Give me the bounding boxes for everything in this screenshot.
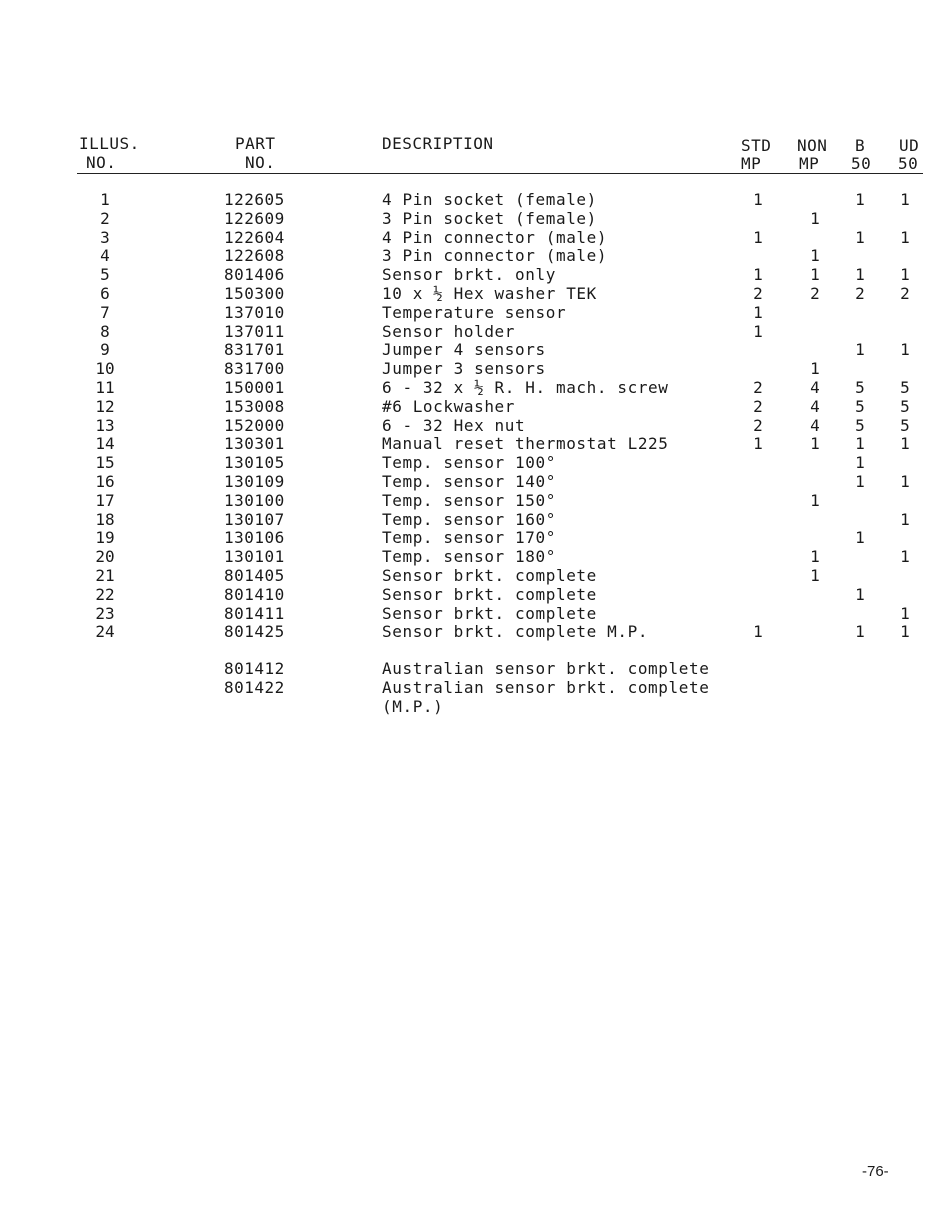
illus-no-cell: 4 [100, 246, 110, 266]
header-non-line2: MP [799, 154, 820, 173]
description-cell: Australian sensor brkt. complete [382, 659, 710, 678]
qty-non-mp-cell: 4 [810, 396, 820, 416]
description-cell: Temp. sensor 160° [382, 509, 556, 529]
description-cell: Temp. sensor 170° [382, 528, 556, 548]
qty-b50-cell: 5 [855, 396, 865, 416]
qty-ud50-cell: 5 [900, 415, 910, 435]
qty-ud50-cell: 2 [900, 283, 910, 303]
description-cell: Jumper 4 sensors [382, 340, 546, 360]
qty-std-mp-cell: 1 [753, 227, 763, 247]
table-row [0, 473, 950, 492]
qty-ud50-cell: 1 [900, 340, 910, 360]
table-row [0, 379, 950, 398]
illus-no-cell: 11 [95, 377, 115, 397]
description-cell: #6 Lockwasher [382, 396, 516, 416]
table-row [0, 360, 950, 379]
illus-no-cell: 24 [95, 622, 115, 642]
illus-no-cell: 14 [95, 434, 115, 454]
qty-non-mp-cell: 1 [810, 265, 820, 285]
part-no-cell: 153008 [224, 396, 285, 416]
illus-no-cell: 9 [100, 340, 110, 360]
part-no-cell: 150001 [224, 377, 285, 397]
table-row [0, 548, 950, 567]
table-row [0, 210, 950, 229]
table-row [0, 229, 950, 248]
illus-no-cell: 10 [95, 359, 115, 379]
additional-parts [0, 660, 950, 716]
part-no-cell: 130101 [224, 547, 285, 567]
table-row [0, 285, 950, 304]
description-cell: Temp. sensor 150° [382, 490, 556, 510]
part-no-cell: 801411 [224, 603, 285, 623]
table-row [0, 266, 950, 285]
illus-no-cell: 20 [95, 547, 115, 567]
qty-ud50-cell: 1 [900, 603, 910, 623]
table-row [0, 586, 950, 605]
qty-ud50-cell: 5 [900, 377, 910, 397]
description-cell: (M.P.) [382, 696, 444, 716]
qty-b50-cell: 1 [855, 453, 865, 473]
qty-std-mp-cell: 2 [753, 396, 763, 416]
table-row [0, 511, 950, 530]
table-row [0, 605, 950, 624]
description-cell: 4 Pin socket (female) [382, 190, 597, 209]
header-std-line1: STD [741, 136, 772, 155]
qty-non-mp-cell: 2 [810, 283, 820, 303]
qty-std-mp-cell: 1 [753, 622, 763, 642]
header-part-line2: NO. [245, 153, 276, 172]
qty-b50-cell: 1 [855, 528, 865, 548]
part-no-cell: 150300 [224, 283, 285, 303]
qty-non-mp-cell: 4 [810, 415, 820, 435]
illus-no-cell: 12 [95, 396, 115, 416]
description-cell: 6 - 32 x ½ R. H. mach. screw [382, 377, 669, 397]
part-no-cell: 137010 [224, 302, 285, 322]
table-row [0, 323, 950, 342]
qty-b50-cell: 1 [855, 340, 865, 360]
qty-b50-cell: 1 [855, 471, 865, 491]
illus-no-cell: 6 [100, 283, 110, 303]
part-no-cell: 137011 [224, 321, 285, 341]
qty-non-mp-cell: 1 [810, 434, 820, 454]
description-cell: 10 x ½ Hex washer TEK [382, 283, 597, 303]
description-cell: Temperature sensor [382, 302, 567, 322]
qty-b50-cell: 1 [855, 584, 865, 604]
qty-b50-cell: 1 [855, 227, 865, 247]
table-row [0, 341, 950, 360]
qty-std-mp-cell: 1 [753, 265, 763, 285]
description-cell: Temp. sensor 140° [382, 471, 556, 491]
description-cell: Manual reset thermostat L225 [382, 434, 669, 454]
description-cell: 3 Pin connector (male) [382, 246, 608, 266]
part-no-cell: 130106 [224, 528, 285, 548]
list-item [0, 660, 950, 679]
qty-ud50-cell: 1 [900, 265, 910, 285]
illus-no-cell: 17 [95, 490, 115, 510]
illus-no-cell: 8 [100, 321, 110, 341]
illus-no-cell: 19 [95, 528, 115, 548]
qty-ud50-cell: 1 [900, 509, 910, 529]
header-description: DESCRIPTION [382, 134, 494, 153]
part-no-cell: 801405 [224, 565, 285, 585]
part-no-cell: 130301 [224, 434, 285, 454]
qty-b50-cell: 1 [855, 622, 865, 642]
part-no-cell: 831700 [224, 359, 285, 379]
qty-ud50-cell: 1 [900, 190, 910, 209]
qty-b50-cell: 1 [855, 434, 865, 454]
description-cell: Temp. sensor 100° [382, 453, 556, 473]
qty-b50-cell: 2 [855, 283, 865, 303]
part-no-cell: 122604 [224, 227, 285, 247]
qty-non-mp-cell: 1 [810, 246, 820, 266]
description-cell: 4 Pin connector (male) [382, 227, 608, 247]
illus-no-cell: 15 [95, 453, 115, 473]
part-no-cell: 130105 [224, 453, 285, 473]
part-no-cell: 801410 [224, 584, 285, 604]
part-no-cell: 122609 [224, 208, 285, 228]
header-non-line1: NON [797, 136, 828, 155]
part-no-cell: 831701 [224, 340, 285, 360]
list-item [0, 679, 950, 698]
illus-no-cell: 23 [95, 603, 115, 623]
qty-non-mp-cell: 1 [810, 547, 820, 567]
part-no-cell: 801412 [224, 659, 285, 678]
qty-ud50-cell: 1 [900, 471, 910, 491]
illus-no-cell: 13 [95, 415, 115, 435]
table-row [0, 567, 950, 586]
qty-std-mp-cell: 2 [753, 283, 763, 303]
description-cell: 3 Pin socket (female) [382, 208, 597, 228]
description-cell: 6 - 32 Hex nut [382, 415, 526, 435]
header-illus-line2: NO. [86, 153, 117, 172]
table-row [0, 529, 950, 548]
description-cell: Sensor brkt. only [382, 265, 556, 285]
part-no-cell: 801406 [224, 265, 285, 285]
qty-non-mp-cell: 1 [810, 565, 820, 585]
part-no-cell: 130109 [224, 471, 285, 491]
illus-no-cell: 3 [100, 227, 110, 247]
part-no-cell: 122608 [224, 246, 285, 266]
illus-no-cell: 5 [100, 265, 110, 285]
description-cell: Australian sensor brkt. complete [382, 677, 710, 697]
illus-no-cell: 2 [100, 208, 110, 228]
description-cell: Temp. sensor 180° [382, 547, 556, 567]
description-cell: Sensor brkt. complete [382, 584, 597, 604]
header-b-line2: 50 [851, 154, 872, 173]
list-item [0, 698, 950, 717]
header-ud-line2: 50 [898, 154, 919, 173]
table-row [0, 454, 950, 473]
description-cell: Sensor brkt. complete M.P. [382, 622, 649, 642]
qty-std-mp-cell: 2 [753, 415, 763, 435]
illus-no-cell: 16 [95, 471, 115, 491]
part-no-cell: 130107 [224, 509, 285, 529]
qty-std-mp-cell: 1 [753, 434, 763, 454]
parts-table-body [0, 191, 950, 642]
table-row [0, 417, 950, 436]
table-row [0, 398, 950, 417]
table-row [0, 623, 950, 642]
qty-non-mp-cell: 1 [810, 208, 820, 228]
page-number: -76- [862, 1163, 889, 1180]
part-no-cell: 130100 [224, 490, 285, 510]
header-std-line2: MP [741, 154, 762, 173]
header-part-line1: PART [235, 134, 276, 153]
header-b-line1: B [855, 136, 866, 155]
qty-b50-cell: 1 [855, 190, 865, 209]
qty-ud50-cell: 1 [900, 227, 910, 247]
qty-b50-cell: 5 [855, 415, 865, 435]
table-row [0, 247, 950, 266]
part-no-cell: 801425 [224, 622, 285, 642]
illus-no-cell: 1 [100, 190, 110, 209]
qty-non-mp-cell: 1 [810, 359, 820, 379]
illus-no-cell: 22 [95, 584, 115, 604]
illus-no-cell: 18 [95, 509, 115, 529]
qty-ud50-cell: 1 [900, 434, 910, 454]
qty-ud50-cell: 1 [900, 622, 910, 642]
qty-std-mp-cell: 2 [753, 377, 763, 397]
description-cell: Jumper 3 sensors [382, 359, 546, 379]
illus-no-cell: 7 [100, 302, 110, 322]
qty-non-mp-cell: 1 [810, 490, 820, 510]
qty-std-mp-cell: 1 [753, 302, 763, 322]
qty-std-mp-cell: 1 [753, 190, 763, 209]
qty-b50-cell: 5 [855, 377, 865, 397]
illus-no-cell: 21 [95, 565, 115, 585]
table-row [0, 191, 950, 210]
table-row [0, 304, 950, 323]
part-no-cell: 152000 [224, 415, 285, 435]
header-ud-line1: UD [899, 136, 920, 155]
qty-ud50-cell: 5 [900, 396, 910, 416]
qty-ud50-cell: 1 [900, 547, 910, 567]
part-no-cell: 122605 [224, 190, 285, 209]
table-row [0, 492, 950, 511]
qty-non-mp-cell: 4 [810, 377, 820, 397]
description-cell: Sensor brkt. complete [382, 565, 597, 585]
qty-std-mp-cell: 1 [753, 321, 763, 341]
table-row [0, 435, 950, 454]
part-no-cell: 801422 [224, 677, 285, 697]
qty-b50-cell: 1 [855, 265, 865, 285]
description-cell: Sensor holder [382, 321, 516, 341]
header-illus-line1: ILLUS. [79, 134, 140, 153]
header-rule [77, 173, 923, 174]
description-cell: Sensor brkt. complete [382, 603, 597, 623]
